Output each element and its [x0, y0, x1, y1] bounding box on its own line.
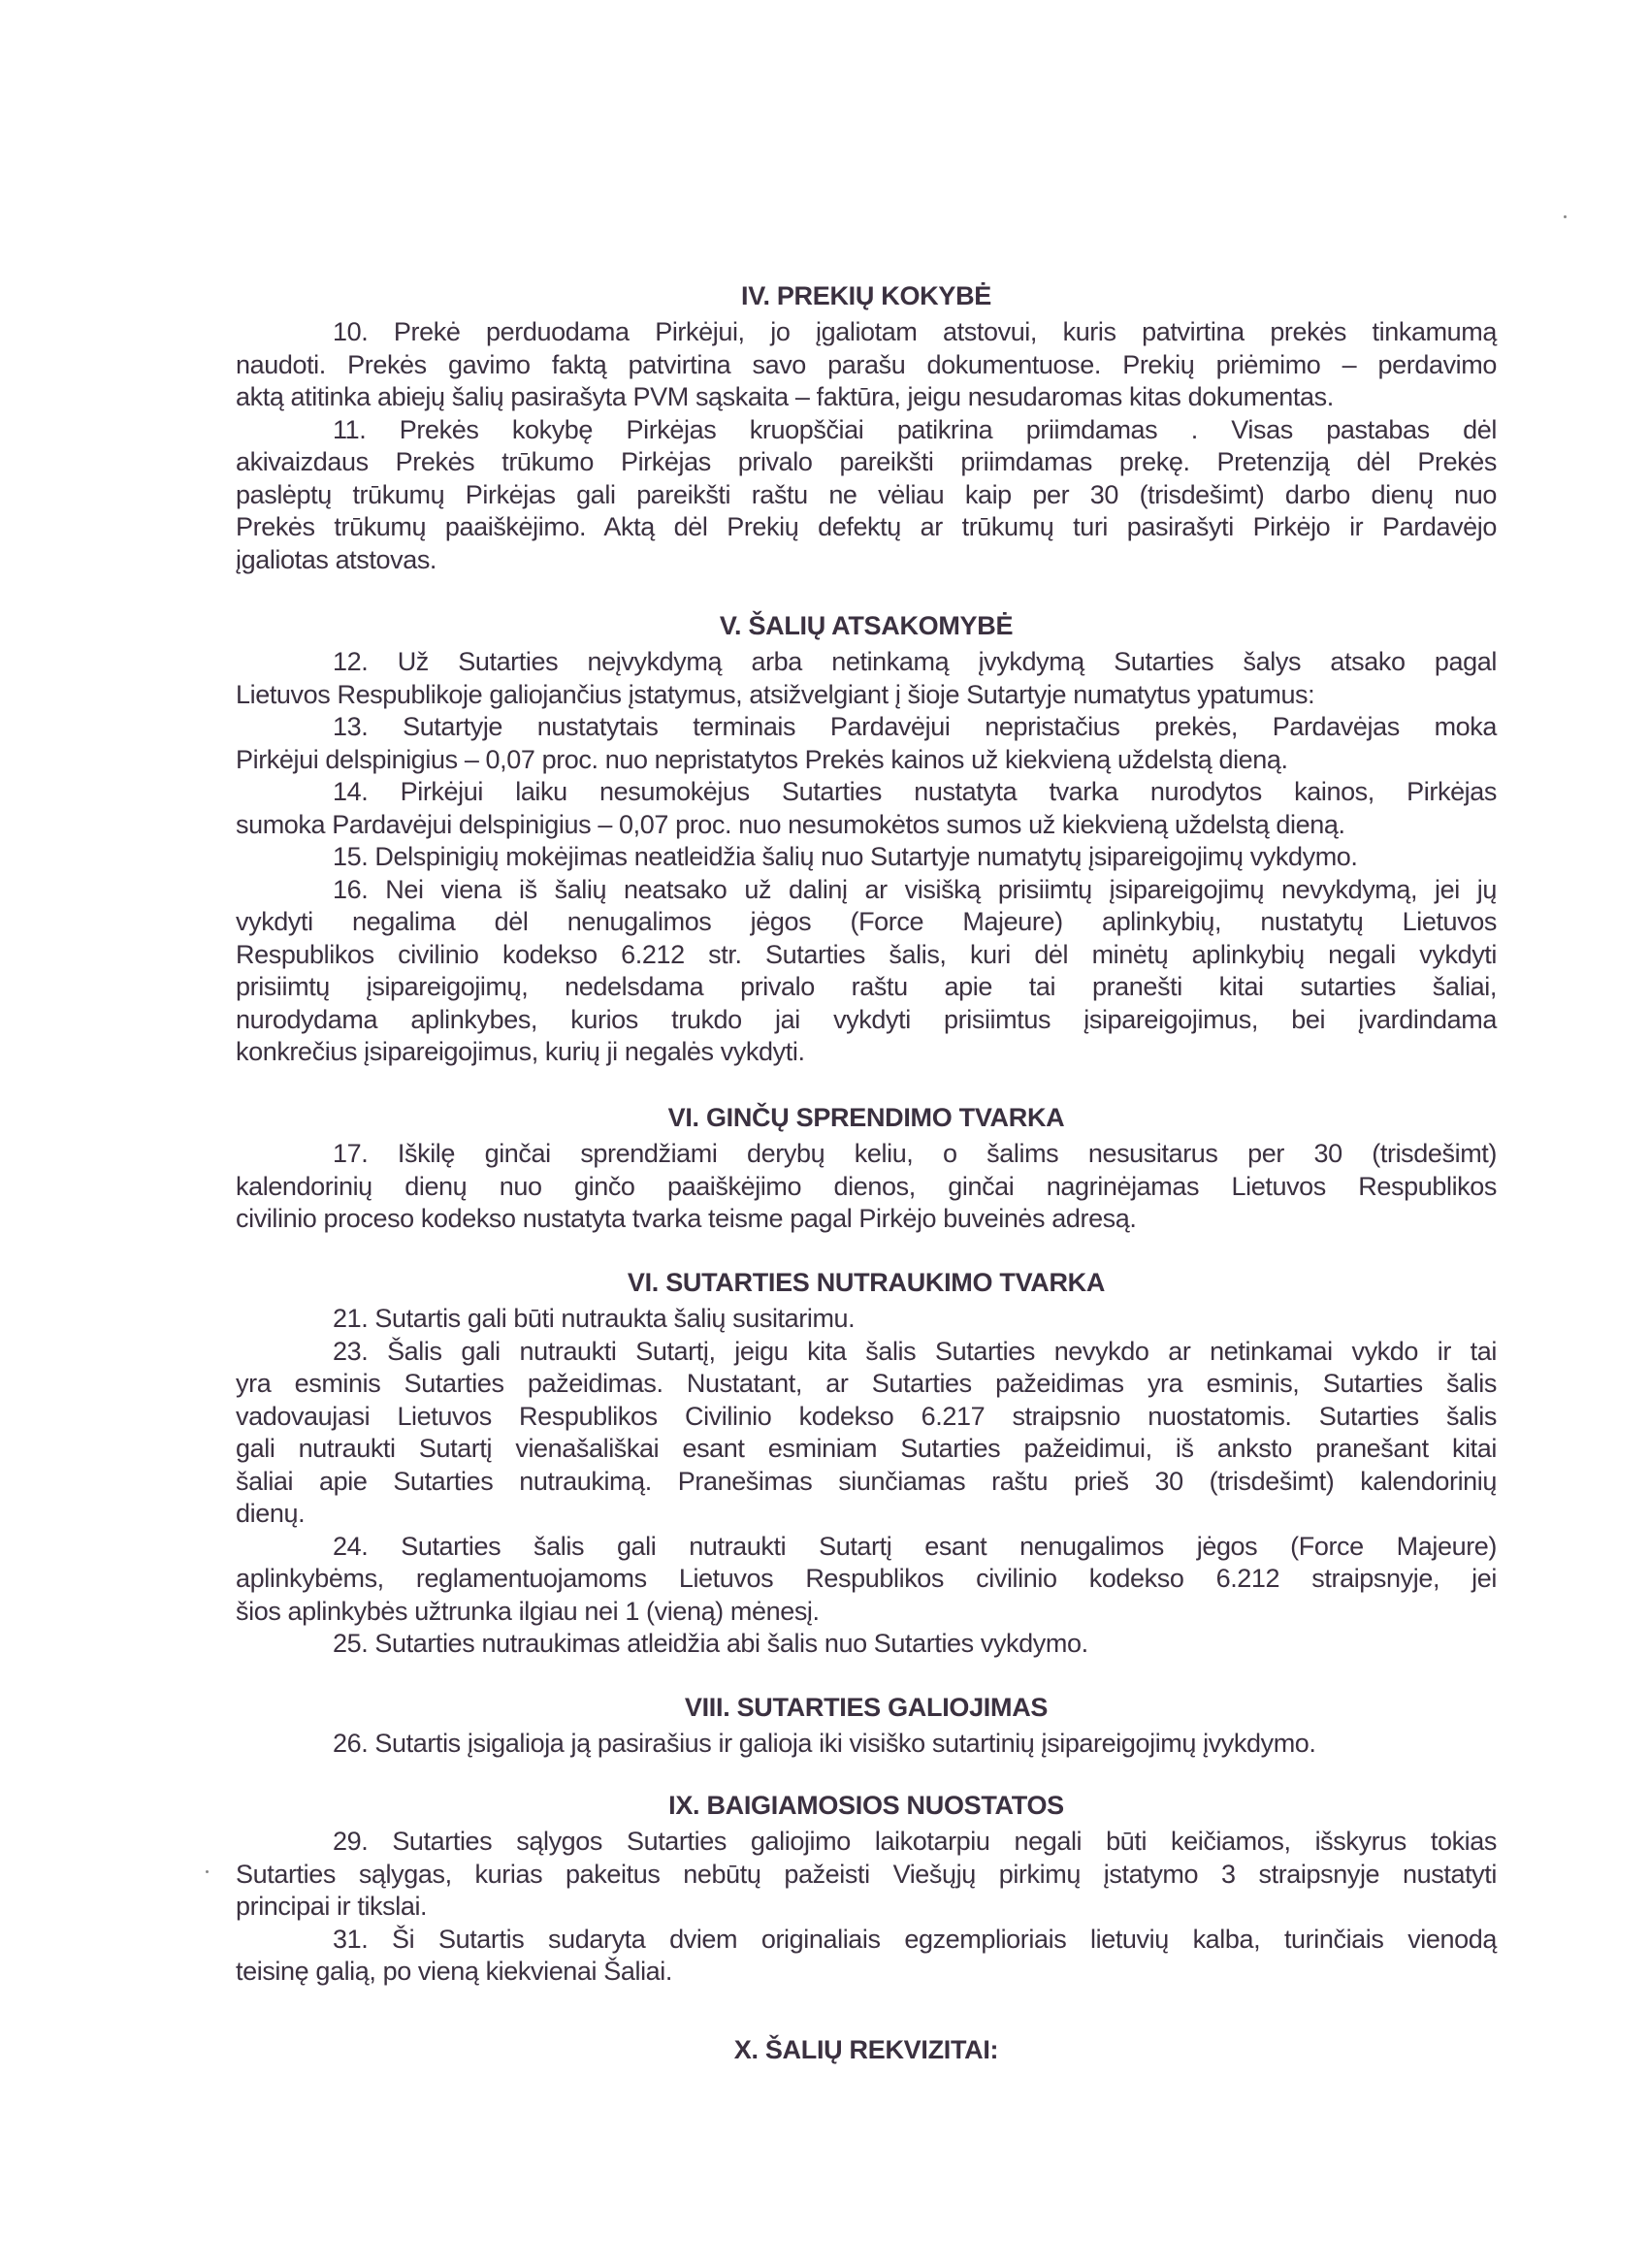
text-line: 21. Sutartis gali būti nutraukta šalių susitarimu. — [333, 1304, 856, 1333]
text-line: paslėptų trūkumų Pirkėjas gali pareikšti raštu ne vėliau kaip per 30 (trisdešimt) darbo dienų nuo — [236, 479, 1497, 509]
text-line: 29. Sutarties sąlygos Sutarties galiojimo laikotarpiu negali būti keičiamos, išskyrus tokias — [333, 1827, 1497, 1856]
text-line: 10. Prekė perduodama Pirkėjui, jo įgaliotam atstovui, kuris patvirtina prekės tinkamumą — [333, 317, 1497, 346]
text-line: 23. Šalis gali nutraukti Sutartį, jeigu kita šalis Sutarties nevykdo ar netinkamai vykdo ir tai — [333, 1336, 1497, 1366]
section-heading: IX. BAIGIAMOSIOS NUOSTATOS — [668, 1791, 1064, 1820]
section-heading: VI. GINČŲ SPRENDIMO TVARKA — [667, 1103, 1065, 1132]
clause-paragraph — [236, 1303, 1497, 1336]
clause-paragraph — [236, 646, 1497, 711]
scan-speck — [1564, 215, 1567, 218]
text-line: gali nutraukti Sutartį vienašališkai esant esminiam Sutarties pažeidimui, iš anksto pranešant kitai — [236, 1434, 1497, 1463]
clause-paragraph — [236, 414, 1497, 577]
text-line: 14. Pirkėjui laiku nesumokėjus Sutarties nustatyta tvarka nurodytos kainos, Pirkėjas — [333, 777, 1497, 806]
document-section — [236, 2033, 1497, 2070]
document-section — [236, 1789, 1497, 1989]
text-line: Pirkėjui delspinigius – 0,07 proc. nuo nepristatytos Prekės kainos už kiekvieną uždelstą dieną. — [236, 744, 1288, 774]
text-line: įgaliotas atstovas. — [236, 544, 437, 574]
section-heading: IV. PREKIŲ KOKYBĖ — [741, 281, 991, 310]
clause-paragraph — [236, 1924, 1497, 1989]
text-line: civilinio proceso kodekso nustatyta tvarka teisme pagal Pirkėjo buveinės adresą. — [236, 1204, 1137, 1233]
clause-paragraph — [236, 1728, 1497, 1761]
text-line: 25. Sutarties nutraukimas atleidžia abi šalis nuo Sutarties vykdymo. — [333, 1629, 1088, 1658]
text-line: teisinę galią, po vieną kiekvienai Šaliai. — [236, 1957, 672, 1986]
clause-paragraph — [236, 1628, 1497, 1661]
text-line: nurodydama aplinkybes, kurios trukdo jai vykdyti prisiimtus įsipareigojimus, bei įvardindama — [236, 1004, 1497, 1034]
section-heading: X. ŠALIŲ REKVIZITAI: — [733, 2035, 999, 2064]
text-line: yra esminis Sutarties pažeidimas. Nustatant, ar Sutarties pažeidimas yra esminis, Sutarties šalis — [236, 1369, 1497, 1398]
text-line: šios aplinkybės užtrunka ilgiau nei 1 (vieną) mėnesį. — [236, 1596, 820, 1626]
text-line: vadovaujasi Lietuvos Respublikos Civilinio kodekso 6.217 straipsnio nuostatomis. Sutarties šalis — [236, 1401, 1497, 1431]
clause-paragraph — [236, 1826, 1497, 1924]
clause-paragraph — [236, 1138, 1497, 1236]
text-line: aplinkybėms, reglamentuojamoms Lietuvos Respublikos civilinio kodekso 6.212 straipsnyje, jei — [236, 1564, 1497, 1593]
text-line: 12. Už Sutarties neįvykdymą arba netinkamą įvykdymą Sutarties šalys atsako pagal — [333, 647, 1497, 676]
clause-paragraph — [236, 1336, 1497, 1531]
section-heading: V. ŠALIŲ ATSAKOMYBĖ — [719, 611, 1014, 640]
text-line: dienų. — [236, 1499, 306, 1528]
text-line: principai ir tikslai. — [236, 1892, 428, 1921]
text-line: Lietuvos Respublikoje galiojančius įstatymus, atsižvelgiant į šioje Sutartyje numatytus ypatumus: — [236, 679, 1315, 709]
text-line: akivaizdaus Prekės trūkumo Pirkėjas privalo pareikšti priimdamas prekę. Pretenziją dėl Prekės — [236, 447, 1497, 476]
scan-speck — [206, 1870, 209, 1873]
text-line: 13. Sutartyje nustatytais terminais Pardavėjui nepristačius prekės, Pardavėjas moka — [333, 712, 1497, 741]
text-line: Respublikos civilinio kodekso 6.212 str. Sutarties šalis, kuri dėl minėtų aplinkybių negali vykdyti — [236, 939, 1497, 969]
text-line: Sutarties sąlygas, kurias pakeitus nebūtų pažeisti Viešųjų pirkimų įstatymo 3 straipsnyje nustatyti — [236, 1859, 1497, 1889]
text-line: 11. Prekės kokybę Pirkėjas kruopščiai patikrina priimdamas . Visas pastabas dėl — [333, 414, 1497, 444]
document-section — [236, 279, 1497, 576]
text-line: naudoti. Prekės gavimo faktą patvirtina savo parašu dokumentuose. Prekių priėmimo – perdavimo — [236, 349, 1497, 379]
section-heading: VIII. SUTARTIES GALIOJIMAS — [684, 1693, 1049, 1722]
clause-paragraph — [236, 841, 1497, 874]
text-line: prisiimtų įsipareigojimų, nedelsdama privalo raštu apie tai pranešti kitai sutarties šaliai, — [236, 972, 1497, 1001]
text-line: 24. Sutarties šalis gali nutraukti Sutartį esant nenugalimos jėgos (Force Majeure) — [333, 1531, 1497, 1561]
text-line: 31. Ši Sutartis sudaryta dviem originaliais egzemplioriais lietuvių kalba, turinčiais vienodą — [333, 1924, 1497, 1954]
document-section — [236, 1101, 1497, 1236]
clause-paragraph — [236, 316, 1497, 414]
text-line: 16. Nei viena iš šalių neatsako už dalinį ar visišką prisiimtų įsipareigojimų nevykdymą, jei jų — [333, 874, 1497, 904]
text-line: 17. Iškilę ginčai sprendžiami derybų keliu, o šalims nesusitarus per 30 (trisdešimt) — [333, 1139, 1497, 1168]
clause-paragraph — [236, 1531, 1497, 1629]
clause-paragraph — [236, 711, 1497, 776]
clause-paragraph — [236, 874, 1497, 1069]
text-line: sumoka Pardavėjui delspinigius – 0,07 proc. nuo nesumokėtos sumos už kiekvieną uždelstą dieną. — [236, 809, 1345, 839]
section-heading: VI. SUTARTIES NUTRAUKIMO TVARKA — [627, 1268, 1106, 1297]
text-line: kalendorinių dienų nuo ginčo paaiškėjimo dienos, ginčai nagrinėjamas Lietuvos Respublikos — [236, 1171, 1497, 1201]
document-section — [236, 1266, 1497, 1661]
text-line: Prekės trūkumų paaiškėjimo. Aktą dėl Prekių defektų ar trūkumų turi pasirašyti Pirkėjo ir Pardavėjo — [236, 512, 1497, 541]
text-line: 26. Sutartis įsigalioja ją pasirašius ir galioja iki visiško sutartinių įsipareigojimų įvykdymo. — [333, 1729, 1316, 1758]
text-line: vykdyti negalima dėl nenugalimos jėgos (Force Majeure) aplinkybių, nustatytų Lietuvos — [236, 907, 1497, 936]
text-line: konkrečius įsipareigojimus, kurių ji negalės vykdyti. — [236, 1037, 805, 1066]
text-line: šaliai apie Sutarties nutraukimą. Pranešimas siunčiamas raštu prieš 30 (trisdešimt) kalendorinių — [236, 1466, 1497, 1496]
clause-paragraph — [236, 776, 1497, 841]
document-section — [236, 609, 1497, 1069]
text-line: aktą atitinka abiejų šalių pasirašyta PVM sąskaita – faktūra, jeigu nesudaromas kitas dokumentas. — [236, 382, 1334, 411]
text-line: 15. Delspinigių mokėjimas neatleidžia šalių nuo Sutartyje numatytų įsipareigojimų vykdymo. — [333, 842, 1358, 871]
document-section — [236, 1691, 1497, 1761]
